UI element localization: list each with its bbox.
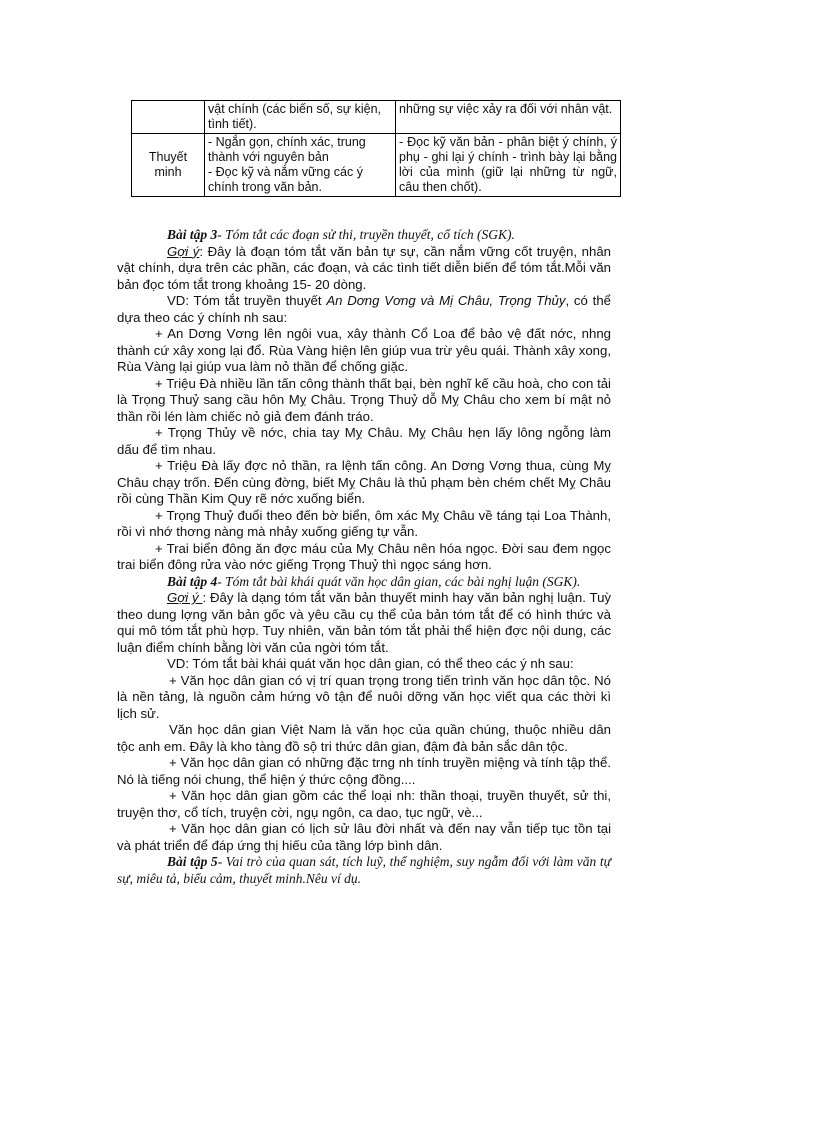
- list-item: + Văn học dân gian có những đặc trng nh tính truyền miệng và tính tập thể. Nó là tiếng nói chung, thể hiện ý thức cộng đồng....: [117, 755, 611, 787]
- table-row: [132, 134, 621, 197]
- exercise-title: - Vai trò của quan sát, tích luỹ, thể nghiệm, suy ngẫm đối với làm văn tự sự, miêu tả, biểu cảm, thuyết minh.Nêu ví dụ.: [117, 854, 611, 886]
- list-item: + Trọng Thuỷ đuổi theo đến bờ biển, ôm xác Mỵ Châu về táng tại Loa Thành, rồi vì nhớ thơng nàng mà nhảy xuống giếng tự vẫn.: [117, 507, 611, 539]
- exercise-4-example: VD: Tóm tắt bài khái quát văn học dân gian, có thể theo các ý nh sau:: [167, 656, 574, 671]
- exercise-title: - Tóm tắt bài khái quát văn học dân gian, các bài nghị luận (SGK).: [217, 573, 581, 589]
- hint-label: Gợi ý: [167, 243, 200, 259]
- exercise-4-heading: [117, 574, 611, 591]
- table-cell-thuyet-minh: Thuyết minh: [132, 134, 205, 197]
- table-row: [132, 101, 621, 134]
- document-body: [117, 227, 611, 887]
- list-item: + An Dơng Vơng lên ngôi vua, xây thành Cổ Loa để bảo vệ đất nớc, nhng thành cứ xây xong lại đổ. Rùa Vàng hiện lên giúp vua trừ yêu quái. Thành xây xong, Rùa Vàng lại giúp vua làm nỏ thần để chống giặc.: [117, 326, 611, 374]
- table-cell: - Đọc kỹ văn bản - phân biệt ý chính, ý phụ - ghi lại ý chính - trình bày lại bằng lời của mình (giữ lại những từ ngữ, câu then chốt).: [396, 134, 621, 197]
- exercise-3-hint: [117, 244, 611, 294]
- cell-line: - Đọc kỹ và nắm vững các ý chính trong văn bản.: [208, 165, 363, 194]
- exercise-title: - Tóm tắt các đoạn sử thi, truyền thuyết, cổ tích (SGK).: [217, 227, 515, 242]
- list-item: + Trọng Thủy về nớc, chia tay Mỵ Châu. Mỵ Châu hẹn lấy lông ngỗng làm dấu để tìm nhau.: [117, 425, 611, 457]
- table-cell: vật chính (các biến số, sự kiện, tình tiết).: [205, 101, 396, 134]
- hint-text: : Đây là dạng tóm tắt văn bản thuyết minh hay văn bản nghị luận. Tuỳ theo dung lợng văn bản gốc và yêu cầu cụ thể của bản tóm tắt để có hình thức và qui mô tóm tắt phù hợp. Tuy nhiên, văn bản tóm tắt phải thể hiện đợc nội dung, các luận điểm chính bằng lời văn của ngời tóm tắt.: [117, 590, 611, 655]
- exercise-3-example: [117, 293, 611, 326]
- list-item: + Triệu Đà lấy đợc nỏ thần, ra lệnh tấn công. An Dơng Vơng thua, cùng Mỵ Châu chạy trốn. Đến cùng đờng, biết Mỵ Châu là thủ phạm bèn chém chết Mỵ Châu rồi cùng Thần Kim Quy rẽ nớc xuống biển.: [117, 458, 611, 506]
- hint-text: : Đây là đoạn tóm tắt văn bản tự sự, cần nắm vững cốt truyện, nhân vật chính, dựa trên các phần, các đoạn, và các tình tiết diễn biến để tóm tắt.Mỗi văn bản đọc tóm tắt trong khoảng 15- 20 dòng.: [117, 243, 611, 292]
- example-suffix: , có thể dựa theo các ý chính nh sau:: [117, 293, 611, 325]
- example-prefix: VD: Tóm tắt truyền thuyết: [167, 293, 327, 308]
- exercise-label: Bài tập 4: [167, 573, 218, 589]
- example-title: An Dơng Vơng và Mị Châu, Trọng Thủy: [326, 293, 566, 308]
- cell-line: - Ngắn gọn, chính xác, trung thành với nguyên bản: [208, 135, 366, 164]
- list-item: + Văn học dân gian gồm các thể loại nh: thần thoại, truyền thuyết, sử thi, truyện thơ, cổ tích, truyện cời, ngụ ngôn, ca dao, tục ngữ, vè...: [117, 788, 611, 820]
- table-cell: những sự việc xảy ra đối với nhân vật.: [396, 101, 621, 134]
- table-cell: [205, 134, 396, 197]
- exercise-label: Bài tập 3: [167, 227, 218, 242]
- exercise-3-heading: [117, 227, 611, 244]
- exercise-4-hint: [117, 590, 611, 656]
- summary-table: [131, 100, 621, 197]
- exercise-5-heading: [117, 854, 611, 887]
- list-item: Văn học dân gian Việt Nam là văn học của quần chúng, thuộc nhiều dân tộc anh em. Đây là kho tàng đồ sộ tri thức dân gian, đậm đà bản sắc dân tộc.: [117, 722, 611, 754]
- list-item: + Trai biển đông ăn đợc máu của Mỵ Châu nên hóa ngọc. Đời sau đem ngọc trai biển đông rửa vào nớc giếng Trọng Thuỷ thì ngọc sáng hơn.: [117, 540, 611, 572]
- list-item: + Triệu Đà nhiều lần tấn công thành thất bại, bèn nghĩ kế cầu hoà, cho con tải là Trọng Thuỷ sang cầu hôn Mỵ Châu. Trọng Thuỷ dỗ Mỵ Châu cho xem bí mật nỏ thần rồi lén làm chiếc nỏ giả đem đánh tráo.: [117, 375, 611, 424]
- list-item: + Văn học dân gian có lịch sử lâu đời nhất và đến nay vẫn tiếp tục tồn tại và phát triển để đáp ứng thị hiếu của tầng lớp bình dân.: [117, 821, 611, 853]
- exercise-label: Bài tập 5: [167, 854, 218, 869]
- hint-label: Gợi ý: [167, 590, 203, 605]
- list-item: + Văn học dân gian có vị trí quan trọng trong tiến trình văn học dân tộc. Nó là nền tảng, là nguồn cảm hứng vô tận để nuôi dỡng văn học viết qua các thời kì lịch sử.: [117, 672, 611, 721]
- table-cell: [132, 101, 205, 134]
